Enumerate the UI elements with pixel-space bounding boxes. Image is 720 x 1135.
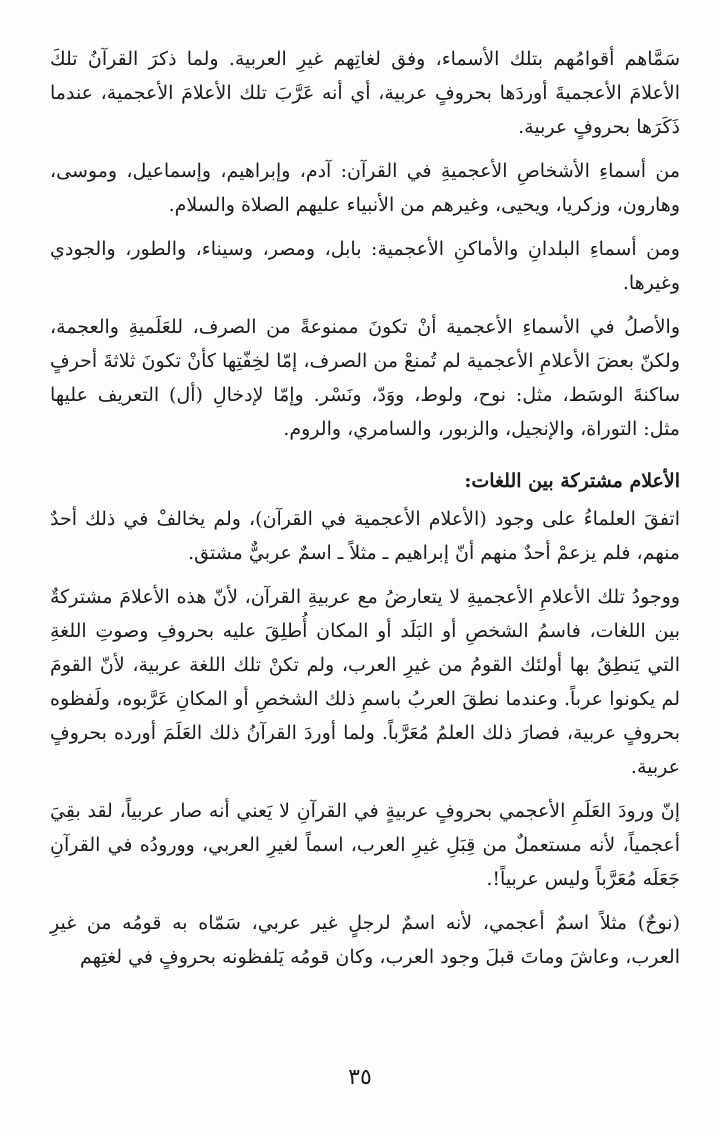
paragraph-person-names: من أسماءِ الأشخاصِ الأعجميةِ في القرآن: آدم، وإبراهيم، وإسماعيل، وموسى، وهارون، وزكريا، ويحيى، وغيرهم من الأنبياء عليهم الصلاة والسلام. [50, 160, 680, 216]
paragraph-noah-example: (نوحٌ) مثلاً اسمٌ أعجمي، لأنه اسمٌ لرجلٍ غير عربي، سَمّاه به قومُه من غيرِ العرب، وعاشَ وماتَ قبلَ وجود العرب، وكان قومُه يَلفظونه بحروفٍ في لغتِهم [50, 912, 680, 968]
paragraph-arabized-names: سَمَّاهم أقوامُهم بتلك الأسماء، وفق لغاتِهم غيرِ العربية. ولما ذكرَ القرآنُ تلكَ الأعلامَ الأعجميةَ أوردَها بحروفٍ عربية، أي أنه عَرَّبَ تلك الأعلامَ الأعجمية، عندما ذَكَرَها بحروفٍ عربية. [50, 48, 680, 138]
section-heading: الأعلام مشتركة بين اللغات: [464, 470, 680, 492]
page-body [50, 42, 680, 984]
paragraph-scholars-agreement: اتفقَ العلماءُ على وجود (الأعلام الأعجمية في القرآن)، ولم يخالفْ في ذلك أحدٌ منهم، فلم يزعمْ أحدٌ منهم أنّ إبراهيم ـ مثلاً ـ اسمٌ عربيٌّ مشتق. [50, 508, 680, 564]
paragraph-declension-rule: والأصلُ في الأسماءِ الأعجمية أنْ تكونَ ممنوعةً من الصرف، للعَلَميةِ والعجمة، ولكنّ بعضَ الأعلامِ الأعجمية لم تُمنعْ من الصرف، إمّا لخِفّتِها كأنْ تكونَ ثلاثةَ أحرفٍ ساكنةَ الوسَط، مثل: نوح، ولوط، ووَدّ، ونَسْر. وإمّا لإدخالِ (أل) التعريف عليها مثل: التوراة، والإنجيل، والزبور، والسامري، والروم. [50, 316, 680, 440]
paragraph-shared-names: ووجودُ تلك الأعلامِ الأعجميةِ لا يتعارضُ مع عربيةِ القرآن، لأنّ هذه الأعلامَ مشتركةٌ بين اللغات، فاسمُ الشخصِ أو البَلَد أو المكان أُطلِقَ عليه بحروفِ وصوتِ اللغةِ التي يَنطِقُ بها أولئك القومُ من غيرِ العرب، ولم تكنْ تلك اللغة عربية، لأنّ القومَ لم يكونوا عرباً. وعندما نطقَ العربُ باسمِ ذلك الشخصِ أو المكانِ عَرَّبوه، ولَفظوه بحروفٍ عربية، فصارَ ذلك العلمُ مُعَرَّباً. ولما أوردَ القرآنُ ذلك العَلَمَ أورده بحروفٍ عربية. [50, 586, 680, 778]
page-number: ٣٥ [348, 1065, 372, 1090]
paragraph-still-foreign: إنّ ورودَ العَلَمِ الأعجمي بحروفٍ عربيةٍ في القرآنِ لا يَعني أنه صار عربياً، لقد بقِيَ أعجمياً، لأنه مستعملٌ من قِبَلِ غيرِ العرب، اسماً لغيرِ العربي، وورودُه في القرآنِ جَعَلَه مُعَرَّباً وليس عربياً!. [50, 800, 680, 890]
paragraph-place-names: ومن أسماءِ البلدانِ والأماكنِ الأعجمية: بابل، ومصر، وسيناء، والطور، والجودي وغيرها. [50, 238, 680, 294]
